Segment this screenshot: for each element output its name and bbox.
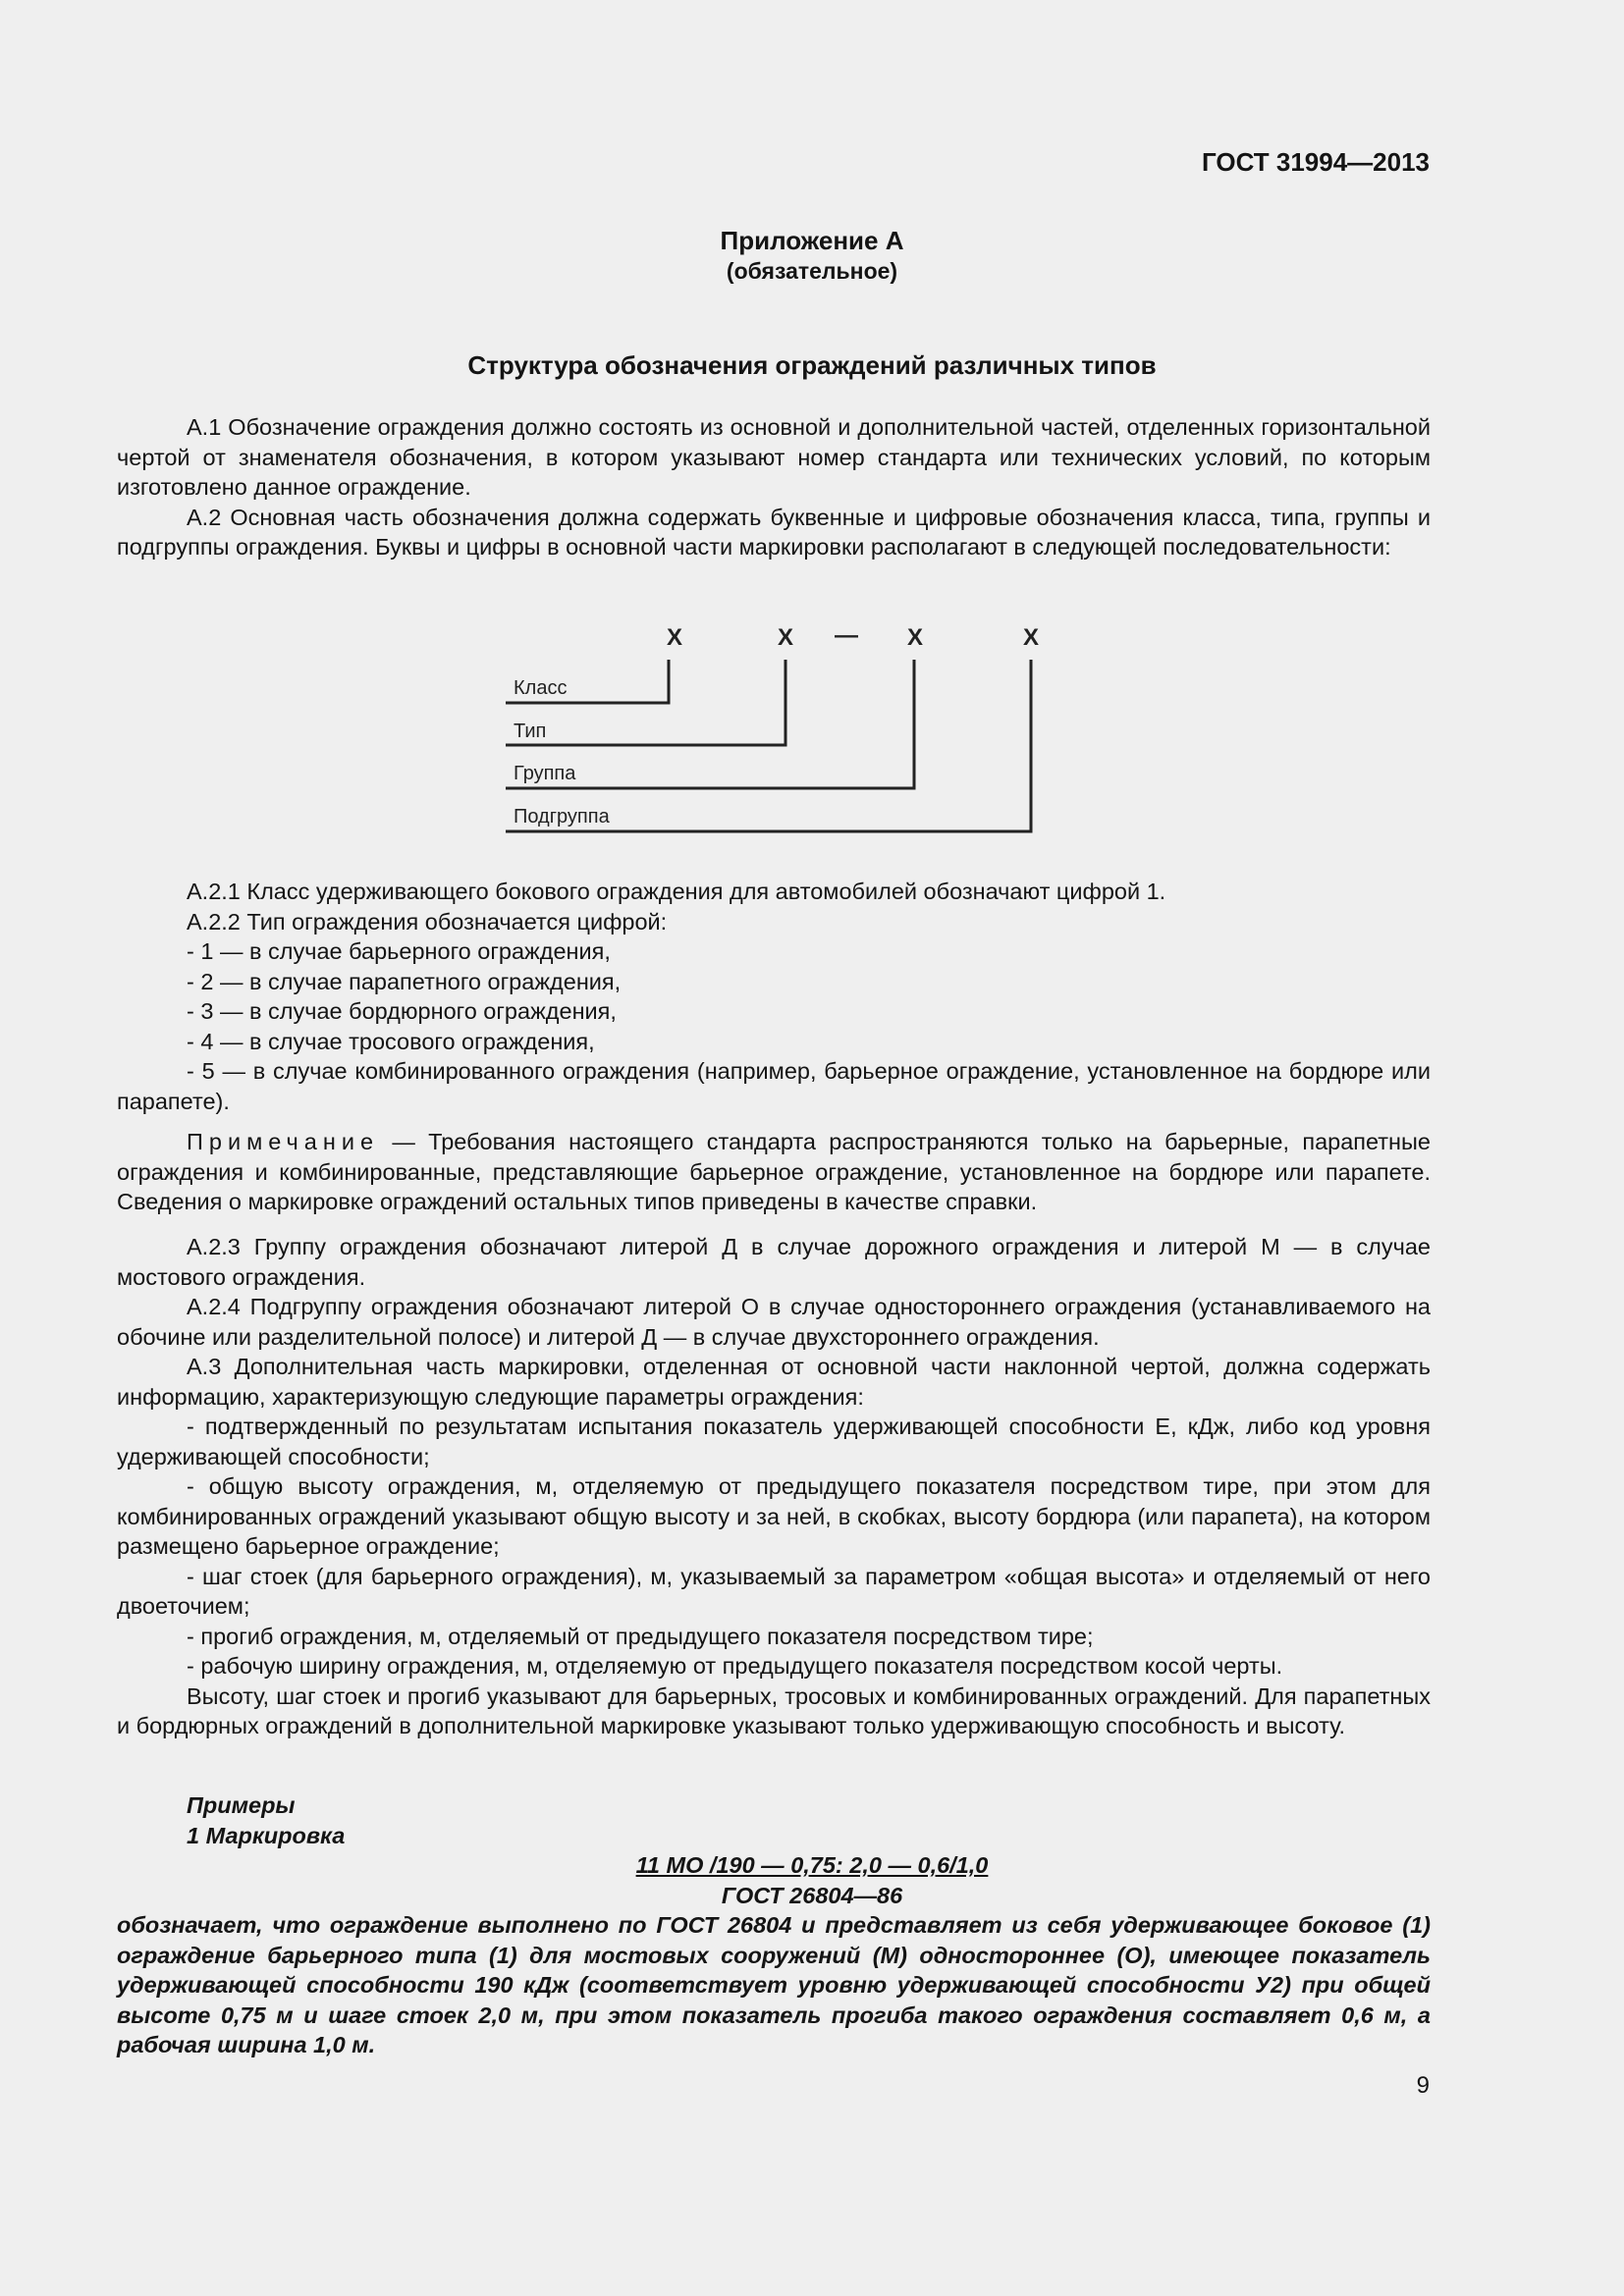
diagram-line-subgroup [506, 660, 1031, 831]
paragraph-a3: А.3 Дополнительная часть маркировки, отделенная от основной части наклонной чертой, должна содержать информацию, характеризующую следующие параметры ограждения: [117, 1354, 1431, 1410]
marking-explanation: обозначает, что ограждение выполнено по ГОСТ 26804 и представляет из себя удерживающее боковое (1) ограждение барьерного типа (1) для мостовых сооружений (М) одностороннее (О), имеющее показатель удерживающей способности 190 кДж (соответствует уровню удерживающей способности У2) при общей высоте 0,75 м и шаге стоек 2,0 м, при этом показатель прогиба такого ограждения составляет 0,6 м, а рабочая ширина 1,0 м. [117, 1912, 1431, 2057]
list-item: - 5 — в случае комбинированного ограждения (например, барьерное ограждение, установленное на бордюре или парапете). [117, 1058, 1431, 1114]
list-item: - 4 — в случае тросового ограждения, [187, 1028, 595, 1054]
example-title: 1 Маркировка [187, 1822, 346, 1848]
type-paragraphs [117, 877, 1431, 1116]
diagram-symbol-group: X [907, 624, 924, 651]
paragraph-height-note: Высоту, шаг стоек и прогиб указывают для барьерных, тросовых и комбинированных ограждений. Для парапетных и бордюрных ограждений в дополнительной маркировке указывают только удерживающую способность и высоту. [117, 1682, 1431, 1738]
diagram-line-group [506, 660, 914, 788]
group-and-additional-paragraphs [117, 1232, 1431, 1741]
diagram-symbol-subgroup: X [1023, 624, 1040, 651]
marking-numerator: 11 МО /190 — 0,75: 2,0 — 0,6/1,0 [635, 1852, 989, 1878]
marking-denominator: ГОСТ 26804—86 [721, 1882, 903, 1908]
diagram-label-group: Группа [514, 763, 576, 784]
diagram-symbol-type: X [778, 624, 794, 651]
paragraph-a22: А.2.2 Тип ограждения обозначается цифрой: [187, 908, 668, 934]
list-item: - подтвержденный по результатам испытания показатель удерживающей способности Е, кДж, либо код уровня удерживающей способности; [117, 1414, 1431, 1469]
diagram-line-class [506, 660, 669, 703]
note-block [117, 1127, 1431, 1217]
marking-example [0, 1850, 1624, 1910]
annex-title: Приложение А [720, 226, 904, 255]
list-item: - общую высоту ограждения, м, отделяемую от предыдущего показателя посредством тире, при этом для комбинированных ограждений указывают общую высоту и за ней, в скобках, высоту бордюра (или парапета), на котором размещено барьерное ограждение; [117, 1473, 1431, 1559]
diagram-line-type [506, 660, 785, 745]
diagram-label-subgroup: Подгруппа [514, 806, 610, 828]
intro-paragraphs [117, 412, 1431, 562]
list-item: - рабочую ширину ограждения, м, отделяемую от предыдущего показателя посредством косой черты. [187, 1653, 1283, 1679]
annex-subtitle: (обязательное) [726, 258, 898, 284]
paragraph-a21: А.2.1 Класс удерживающего бокового ограждения для автомобилей обозначают цифрой 1. [187, 879, 1166, 904]
list-item: - шаг стоек (для барьерного ограждения), м, указываемый за параметром «общая высота» и отделяемый от него двоеточием; [117, 1563, 1431, 1619]
document-code: ГОСТ 31994—2013 [1202, 147, 1430, 177]
list-item: - 2 — в случае парапетного ограждения, [187, 968, 622, 994]
note-text: — Требования настоящего стандарта распространяются только на барьерные, парапетные ограждения и комбинированные, представляющие барьерное ограждение, установленное на бордюре или парапете. Сведения о маркировке ограждений остальных типов приведены в качестве справки. [117, 1129, 1431, 1214]
diagram-label-class: Класс [514, 677, 568, 699]
diagram-symbol-dash: — [835, 622, 858, 649]
paragraph-a23: А.2.3 Группу ограждения обозначают литерой Д в случае дорожного ограждения и литерой М — в случае мостового ограждения. [117, 1234, 1431, 1290]
page-number: 9 [1416, 2072, 1430, 2099]
list-item: - 3 — в случае бордюрного ограждения, [187, 998, 617, 1024]
examples-block [187, 1790, 345, 1850]
paragraph-a24: А.2.4 Подгруппу ограждения обозначают литерой О в случае одностороннего ограждения (устанавливаемого на обочине или разделительной полосе) и литерой Д — в случае двухстороннего ограждения. [117, 1294, 1431, 1350]
examples-heading: Примеры [187, 1792, 296, 1818]
note-paragraph [117, 1127, 1431, 1217]
diagram-label-type: Тип [514, 721, 547, 742]
list-item: - прогиб ограждения, м, отделяемый от предыдущего показателя посредством тире; [187, 1623, 1094, 1649]
diagram-symbol-class: X [667, 624, 683, 651]
paragraph-a2: А.2 Основная часть обозначения должна содержать буквенные и цифровые обозначения класса, типа, группы и подгруппы ограждения. Буквы и цифры в основной части маркировки располагают в следующей последовательности: [117, 504, 1431, 560]
section-title: Структура обозначения ограждений различных типов [467, 350, 1157, 380]
note-label: Примечание [187, 1129, 380, 1154]
paragraph-a1: А.1 Обозначение ограждения должно состоять из основной и дополнительной частей, отделенных горизонтальной чертой от знаменателя обозначения, в котором указывают номер стандарта или технических условий, по которым изготовлено данное ограждение. [117, 414, 1431, 500]
list-item: - 1 — в случае барьерного ограждения, [187, 938, 611, 964]
